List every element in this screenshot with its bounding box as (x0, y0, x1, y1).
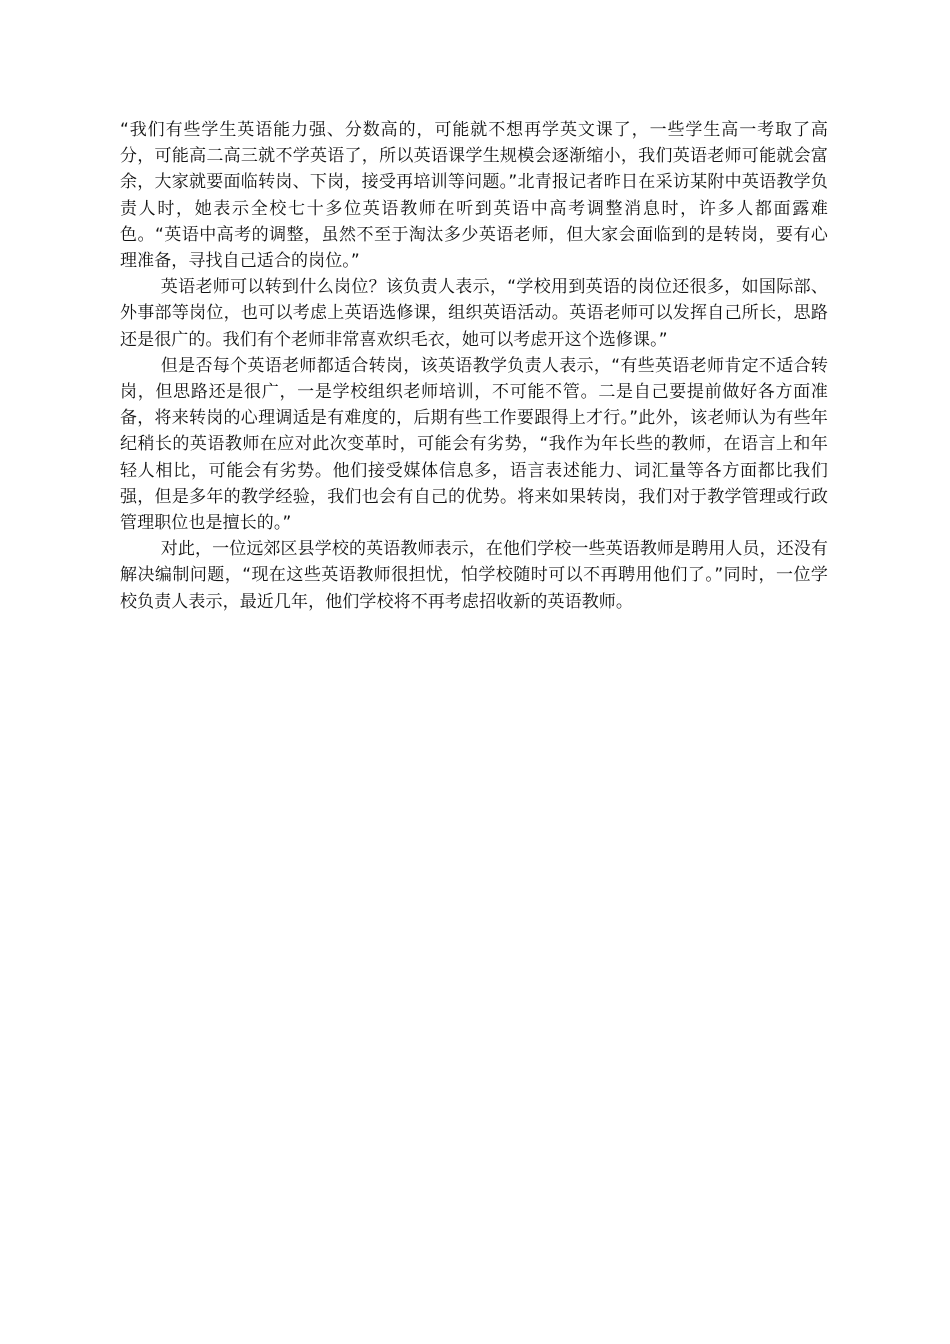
paragraph-2: 英语老师可以转到什么岗位？该负责人表示，“学校用到英语的岗位还很多，如国际部、外事部等岗位，也可以考虑上英语选修课，组织英语活动。英语老师可以发挥自己所长，思路还是很广的。我们有个老师非常喜欢织毛衣，她可以考虑开这个选修课。” (120, 277, 828, 350)
paragraph-4: 对此，一位远郊区县学校的英语教师表示，在他们学校一些英语教师是聘用人员，还没有解决编制问题，“现在这些英语教师很担忧，怕学校随时可以不再聘用他们了。”同时，一位学校负责人表示，最近几年，他们学校将不再考虑招收新的英语教师。 (120, 539, 828, 612)
paragraph-1: “我们有些学生英语能力强、分数高的，可能就不想再学英文课了，一些学生高一考取了高分，可能高二高三就不学英语了，所以英语课学生规模会逐渐缩小，我们英语老师可能就会富余，大家就要面临转岗、下岗，接受再培训等问题。”北青报记者昨日在采访某附中英语教学负责人时，她表示全校七十多位英语教师在听到英语中高考调整消息时，许多人都面露难色。“英语中高考的调整，虽然不至于淘汰多少英语老师，但大家会面临到的是转岗，要有心理准备，寻找自己适合的岗位。” (120, 120, 828, 272)
paragraph-3: 但是否每个英语老师都适合转岗，该英语教学负责人表示，“有些英语老师肯定不适合转岗，但思路还是很广，一是学校组织老师培训，不可能不管。二是自己要提前做好各方面准备，将来转岗的心理调适是有难度的，后期有些工作要跟得上才行。”此外，该老师认为有些年纪稍长的英语教师在应对此次变革时，可能会有劣势，“我作为年长些的教师，在语言上和年轻人相比，可能会有劣势。他们接受媒体信息多，语言表述能力、词汇量等各方面都比我们强，但是多年的教学经验，我们也会有自己的优势。将来如果转岗，我们对于教学管理或行政管理职位也是擅长的。” (120, 355, 828, 534)
article-body (120, 117, 828, 615)
